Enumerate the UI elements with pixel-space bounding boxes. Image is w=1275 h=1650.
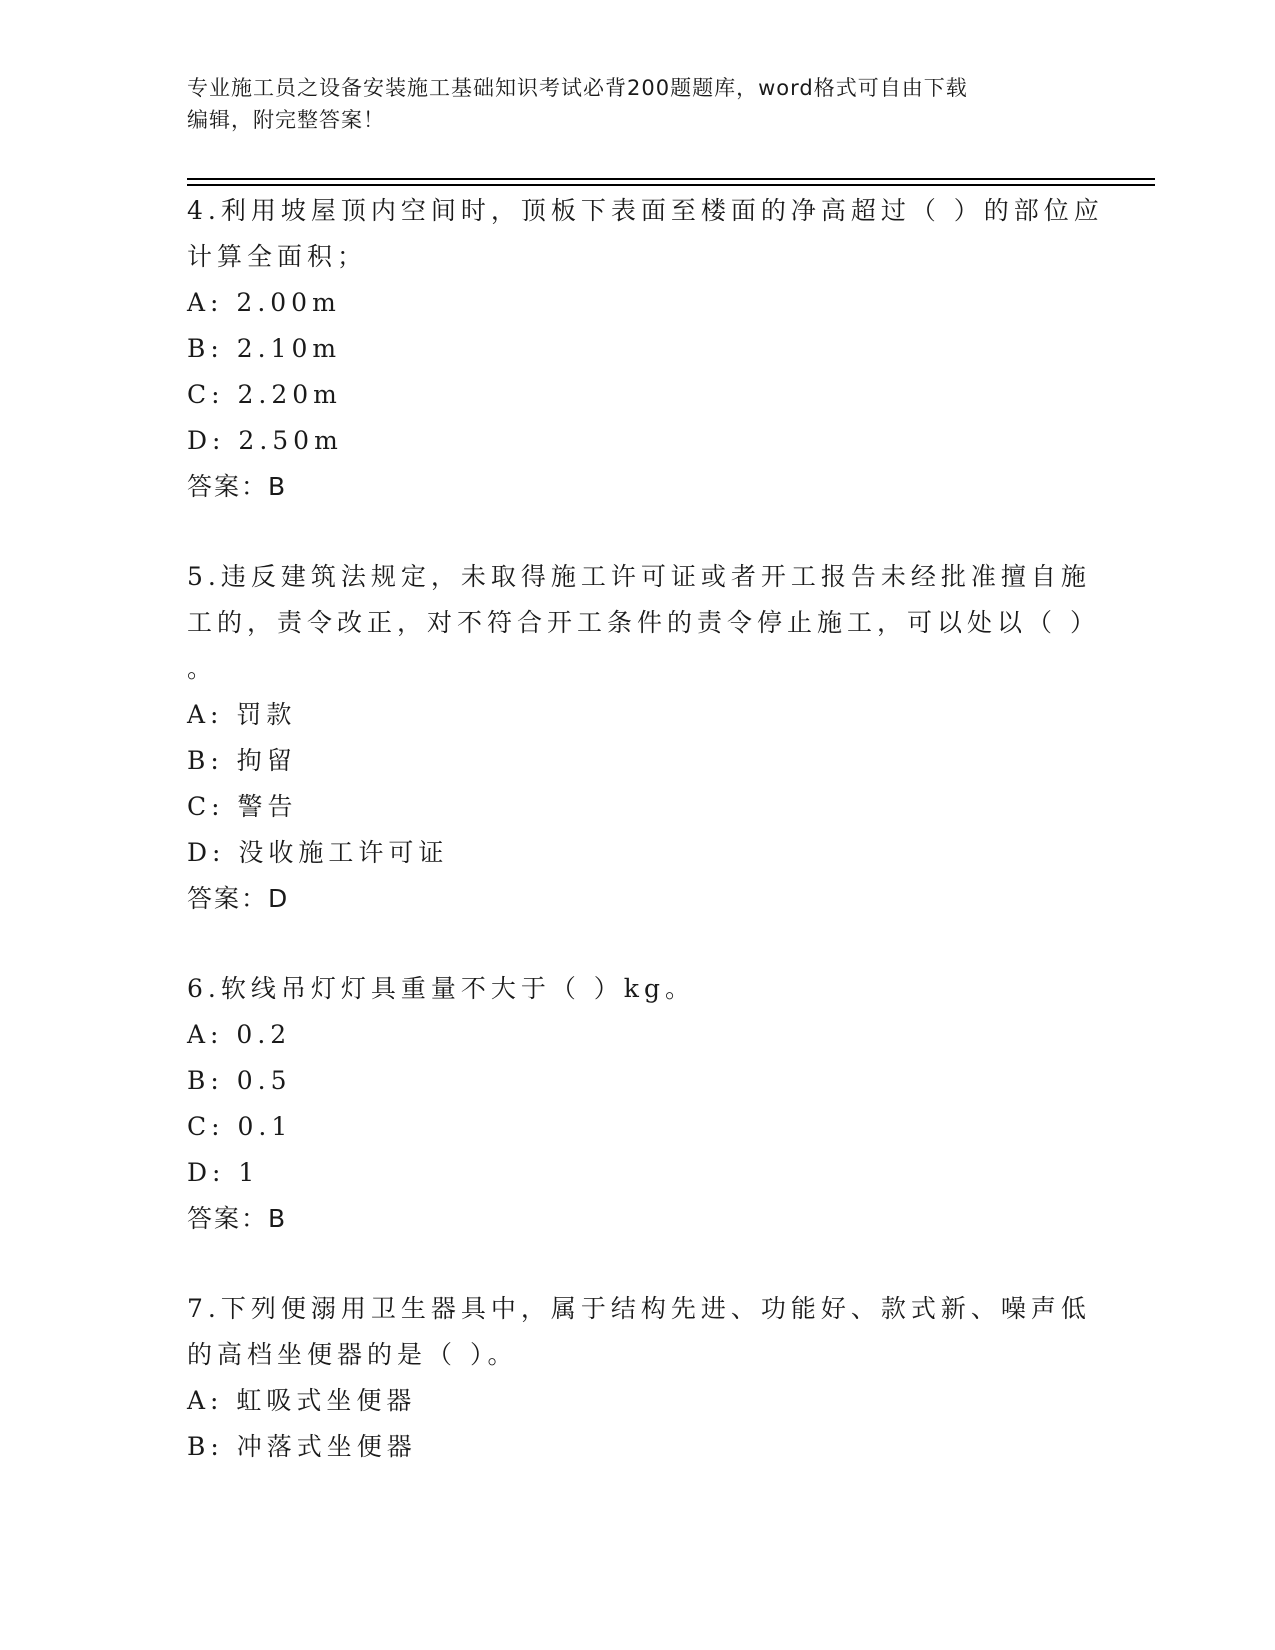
answer: 答案：B: [187, 1204, 288, 1233]
question-stem-line: 。: [187, 654, 218, 683]
option-b: B: 0.5: [187, 1066, 292, 1095]
question-stem-line: 5.违反建筑法规定，未取得施工许可证或者开工报告未经批准擅自施: [187, 562, 1091, 591]
header-line-1: 专业施工员之设备安装施工基础知识考试必背200题题库，word格式可自由下载: [187, 76, 968, 100]
header-divider-bottom: [187, 184, 1155, 186]
question-stem-line: 7.下列便溺用卫生器具中，属于结构先进、功能好、款式新、噪声低: [187, 1294, 1091, 1323]
option-a: A: 罚款: [187, 700, 297, 729]
question-stem-line: 的高档坐便器的是（ ）。: [187, 1340, 518, 1369]
header-divider-top: [187, 178, 1155, 180]
question-6: [187, 966, 1087, 1242]
option-a: A: 2.00m: [187, 288, 341, 317]
question-stem-line: 计算全面积；: [187, 242, 368, 271]
answer: 答案：D: [187, 884, 290, 913]
option-d: D: 没收施工许可证: [187, 838, 449, 867]
option-c: C: 警告: [187, 792, 298, 821]
question-stem-line: 6.软线吊灯灯具重量不大于（ ）kg。: [187, 974, 695, 1003]
option-c: C: 2.20m: [187, 380, 342, 409]
question-4: [187, 188, 1104, 510]
question-stem-line: 4.利用坡屋顶内空间时，顶板下表面至楼面的净高超过（ ）的部位应: [187, 196, 1104, 225]
option-c: C: 0.1: [187, 1112, 293, 1141]
option-a: A: 虹吸式坐便器: [187, 1386, 417, 1415]
option-b: B: 冲落式坐便器: [187, 1432, 417, 1461]
question-5: [187, 554, 1100, 922]
option-d: D: 2.50m: [187, 426, 343, 455]
answer: 答案：B: [187, 472, 288, 501]
option-b: B: 2.10m: [187, 334, 342, 363]
question-stem-line: 工的，责令改正，对不符合开工条件的责令停止施工，可以处以（ ）: [187, 608, 1100, 637]
header-line-2: 编辑，附完整答案！: [187, 108, 385, 132]
document-header: [187, 72, 1067, 136]
question-7: [187, 1286, 1091, 1470]
option-b: B: 拘留: [187, 746, 297, 775]
option-d: D: 1: [187, 1158, 260, 1187]
option-a: A: 0.2: [187, 1020, 292, 1049]
